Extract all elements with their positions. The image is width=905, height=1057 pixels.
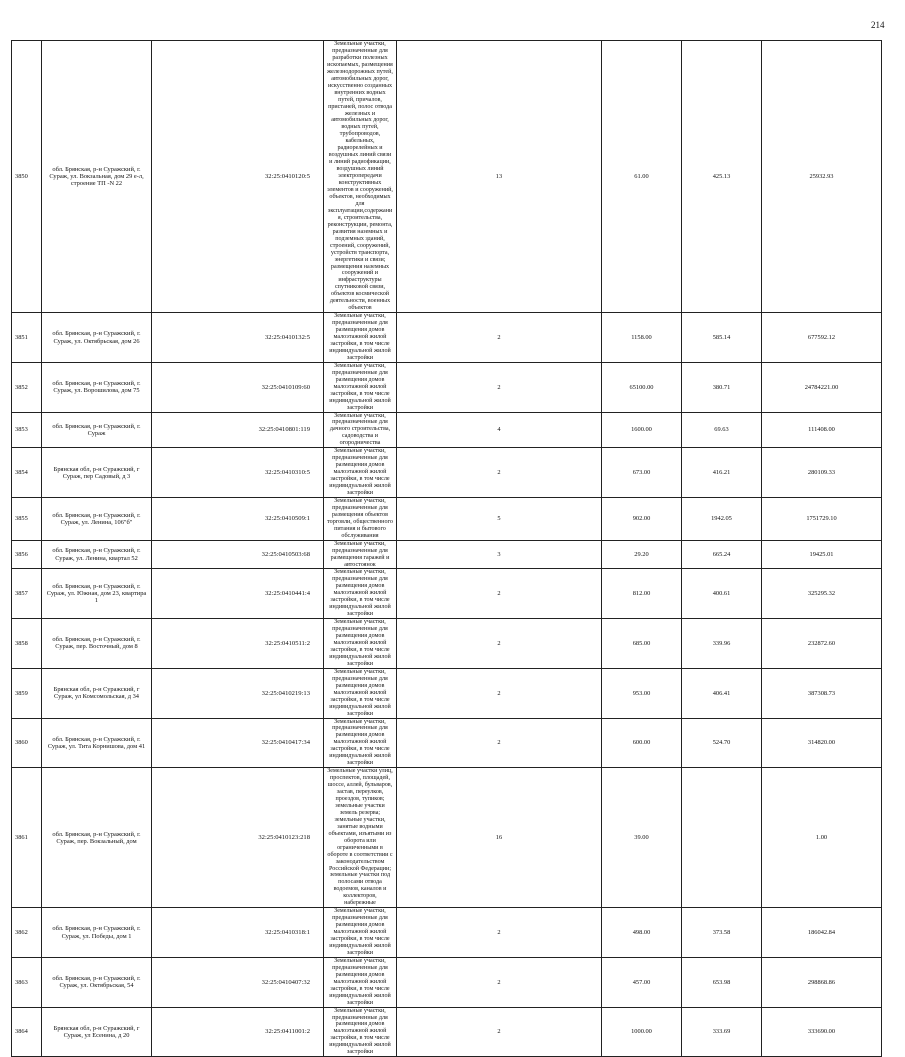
specific-value-cell: 406.41	[682, 668, 762, 718]
cadastral-value-cell: 1.00	[762, 768, 882, 908]
area-cell: 1600.00	[602, 412, 682, 448]
land-use-cell: Земельные участки, предназначенные для размещения домов малоэтажной жилой застройки, в том числе индивидуальной жилой застройки	[324, 362, 397, 412]
specific-value-cell: 373.58	[682, 908, 762, 958]
specific-value-cell: 380.71	[682, 362, 762, 412]
specific-value-cell: 425.13	[682, 41, 762, 313]
land-use-cell: Земельные участки, предназначенные для размещения гаражей и автостоянок	[324, 540, 397, 569]
table-row	[12, 1007, 882, 1057]
cadastral-value-cell: 232872.60	[762, 619, 882, 669]
area-cell: 1000.00	[602, 1007, 682, 1057]
page-number: 214	[871, 20, 885, 30]
use-group-cell: 2	[397, 569, 602, 619]
use-group-cell: 2	[397, 1007, 602, 1057]
cadastral-value-cell: 333690.00	[762, 1007, 882, 1057]
address-cell: обл. Брянская, р-н Суражский, г. Сураж, пер. Вокзальный, дом	[42, 768, 152, 908]
table-row	[12, 957, 882, 1007]
use-group-cell: 5	[397, 497, 602, 540]
cadastral-value-cell: 1751729.10	[762, 497, 882, 540]
table-row	[12, 313, 882, 363]
area-cell: 685.00	[602, 619, 682, 669]
cadastral-value-cell: 314820.00	[762, 718, 882, 768]
area-cell: 498.00	[602, 908, 682, 958]
cadastral-number-cell: 32:25:0410511:2	[152, 619, 324, 669]
row-number: 3864	[12, 1007, 42, 1057]
specific-value-cell: 1942.05	[682, 497, 762, 540]
cadastral-number-cell: 32:25:0410310:5	[152, 448, 324, 498]
address-cell: обл. Брянская, р-н Суражский, г. Сураж, ул. Вокзальная, дом 29 е-л, строение ТП -N 22	[42, 41, 152, 313]
cadastral-value-cell: 111408.00	[762, 412, 882, 448]
use-group-cell: 4	[397, 412, 602, 448]
table-row	[12, 412, 882, 448]
specific-value-cell: 416.21	[682, 448, 762, 498]
area-cell: 812.00	[602, 569, 682, 619]
area-cell: 29.20	[602, 540, 682, 569]
cadastral-number-cell: 32:25:0410132:5	[152, 313, 324, 363]
row-number: 3863	[12, 957, 42, 1007]
cadastral-number-cell: 32:25:0410318:1	[152, 908, 324, 958]
table-row	[12, 448, 882, 498]
row-number: 3856	[12, 540, 42, 569]
table-row	[12, 908, 882, 958]
use-group-cell: 2	[397, 448, 602, 498]
cadastral-value-cell: 186042.84	[762, 908, 882, 958]
area-cell: 1158.00	[602, 313, 682, 363]
area-cell: 457.00	[602, 957, 682, 1007]
row-number: 3850	[12, 41, 42, 313]
table-row	[12, 362, 882, 412]
address-cell: обл. Брянская, р-н Суражский, г. Сураж, ул. Тита Корнишова, дом 41	[42, 718, 152, 768]
area-cell: 902.00	[602, 497, 682, 540]
land-use-cell: Земельные участки, предназначенные для размещения домов малоэтажной жилой застройки, в том числе индивидуальной жилой застройки	[324, 957, 397, 1007]
cadastral-value-cell: 677592.12	[762, 313, 882, 363]
cadastral-value-cell: 24784221.00	[762, 362, 882, 412]
land-use-cell: Земельные участки, предназначенные для размещения домов малоэтажной жилой застройки, в том числе индивидуальной жилой застройки	[324, 908, 397, 958]
cadastral-value-cell: 325295.32	[762, 569, 882, 619]
address-cell: Брянская обл, р-н Суражский, г Сураж, ул Есенина, д 20	[42, 1007, 152, 1057]
address-cell: обл. Брянская, р-н Суражский, г. Сураж, ул. Победы, дом 1	[42, 908, 152, 958]
use-group-cell: 16	[397, 768, 602, 908]
cadastral-number-cell: 32:25:0410509:1	[152, 497, 324, 540]
row-number: 3855	[12, 497, 42, 540]
area-cell: 673.00	[602, 448, 682, 498]
row-number: 3860	[12, 718, 42, 768]
land-use-cell: Земельные участки улиц, проспектов, площадей, шоссе, аллей, бульваров, застав, переулков, проездов, тупиков; земельные участки земель резерва; земельные участки, занятые водными объектами, изъятыми из оборота или ограниченными в обороте в соответствии с законодательством Российской Федерации; земельные участки под полосами отвода водоемов, каналов и коллекторов, набережные	[324, 768, 397, 908]
use-group-cell: 2	[397, 313, 602, 363]
cadastral-number-cell: 32:25:0410441:4	[152, 569, 324, 619]
address-cell: Брянская обл, р-н Суражский, г Сураж, пер Садовый, д 3	[42, 448, 152, 498]
cadastral-number-cell: 32:25:0410109:60	[152, 362, 324, 412]
area-cell: 953.00	[602, 668, 682, 718]
cadastral-number-cell: 32:25:0410120:5	[152, 41, 324, 313]
use-group-cell: 2	[397, 957, 602, 1007]
row-number: 3851	[12, 313, 42, 363]
cadastral-value-cell: 25932.93	[762, 41, 882, 313]
cadastral-number-cell: 32:25:0410407:32	[152, 957, 324, 1007]
land-use-cell: Земельные участки, предназначенные для размещения домов малоэтажной жилой застройки, в том числе индивидуальной жилой застройки	[324, 619, 397, 669]
row-number: 3861	[12, 768, 42, 908]
land-use-cell: Земельные участки, предназначенные для размещения домов малоэтажной жилой застройки, в том числе индивидуальной жилой застройки	[324, 1007, 397, 1057]
address-cell: обл. Брянская, р-н Суражский, г. Сураж	[42, 412, 152, 448]
specific-value-cell: 69.63	[682, 412, 762, 448]
land-use-cell: Земельные участки, предназначенные для размещения домов малоэтажной жилой застройки, в том числе индивидуальной жилой застройки	[324, 569, 397, 619]
cadastral-value-cell: 387308.73	[762, 668, 882, 718]
table-row	[12, 619, 882, 669]
address-cell: обл. Брянская, р-н Суражский, г. Сураж, ул. Ленина, квартал 52	[42, 540, 152, 569]
use-group-cell: 3	[397, 540, 602, 569]
specific-value-cell: 653.98	[682, 957, 762, 1007]
row-number: 3859	[12, 668, 42, 718]
row-number: 3857	[12, 569, 42, 619]
cadastral-value-cell: 298868.86	[762, 957, 882, 1007]
land-use-cell: Земельные участки, предназначенные для разработки полезных ископаемых, размещения железнодорожных путей, автомобильных дорог, искусственно созданных внутренних водных путей, причалов, пристаней, полос отвода железных и автомобильных дорог, водных путей, трубопроводов, кабельных, радиорелейных и воздушных линий связи и линий радиофикации, воздушных линий электропередачи конструктивных элементов и сооружений, объектов, необходимых для эксплуатации,содержания, строительства, реконструкции, ремонта, развития наземных и подземных зданий, строений, сооружений, устройств транспорта, энергетики и связи; размещения наземных сооружений и инфраструктуры спутниковой связи, объектов космической деятельности, военных объектов	[324, 41, 397, 313]
table-row	[12, 768, 882, 908]
cadastral-number-cell: 32:25:0410801:119	[152, 412, 324, 448]
use-group-cell: 13	[397, 41, 602, 313]
address-cell: обл. Брянская, р-н Суражский, г. Сураж, ул. Ленина, 106"б"	[42, 497, 152, 540]
cadastral-number-cell: 32:25:0410503:68	[152, 540, 324, 569]
specific-value-cell: 339.96	[682, 619, 762, 669]
address-cell: обл. Брянская, р-н Суражский, г. Сураж, ул. Октябрьская, дом 26	[42, 313, 152, 363]
address-cell: обл. Брянская, р-н Суражский, г. Сураж, ул. Южная, дом 23, квартира 1	[42, 569, 152, 619]
use-group-cell: 2	[397, 908, 602, 958]
row-number: 3852	[12, 362, 42, 412]
cadastral-number-cell: 32:25:0410123:218	[152, 768, 324, 908]
cadastral-number-cell: 32:25:0410219:13	[152, 668, 324, 718]
specific-value-cell: 333.69	[682, 1007, 762, 1057]
area-cell: 600.00	[602, 718, 682, 768]
specific-value-cell: 585.14	[682, 313, 762, 363]
specific-value-cell: 400.61	[682, 569, 762, 619]
address-cell: обл. Брянская, р-н Суражский, г. Сураж, ул. Октябрьская, 54	[42, 957, 152, 1007]
table-row	[12, 668, 882, 718]
row-number: 3858	[12, 619, 42, 669]
specific-value-cell: 665.24	[682, 540, 762, 569]
table-row	[12, 41, 882, 313]
cadastral-number-cell: 32:25:0411001:2	[152, 1007, 324, 1057]
land-use-cell: Земельные участки, предназначенные для дачного строительства, садоводства и огородничества	[324, 412, 397, 448]
land-use-cell: Земельные участки, предназначенные для размещения домов малоэтажной жилой застройки, в том числе индивидуальной жилой застройки	[324, 668, 397, 718]
table-row	[12, 718, 882, 768]
land-use-cell: Земельные участки, предназначенные для размещения домов малоэтажной жилой застройки, в том числе индивидуальной жилой застройки	[324, 448, 397, 498]
land-use-cell: Земельные участки, предназначенные для размещения объектов торговли, общественного питания и бытового обслуживания	[324, 497, 397, 540]
row-number: 3854	[12, 448, 42, 498]
cadastral-value-cell: 280109.33	[762, 448, 882, 498]
address-cell: обл. Брянская, р-н Суражский, г. Сураж, ул. Ворошилова, дом 75	[42, 362, 152, 412]
address-cell: обл. Брянская, р-н Суражский, г. Сураж, пер. Восточный, дом 8	[42, 619, 152, 669]
use-group-cell: 2	[397, 668, 602, 718]
table-row	[12, 540, 882, 569]
area-cell: 39.00	[602, 768, 682, 908]
cadastral-value-cell: 19425.01	[762, 540, 882, 569]
area-cell: 61.00	[602, 41, 682, 313]
registry-body	[12, 41, 882, 1057]
use-group-cell: 2	[397, 718, 602, 768]
specific-value-cell: 524.70	[682, 718, 762, 768]
address-cell: Брянская обл, р-н Суражский, г Сураж, ул Комсомольская, д 34	[42, 668, 152, 718]
table-row	[12, 569, 882, 619]
table-row	[12, 497, 882, 540]
land-use-cell: Земельные участки, предназначенные для размещения домов малоэтажной жилой застройки, в том числе индивидуальной жилой застройки	[324, 718, 397, 768]
area-cell: 65100.00	[602, 362, 682, 412]
cadastral-number-cell: 32:25:0410417:34	[152, 718, 324, 768]
specific-value-cell	[682, 768, 762, 908]
use-group-cell: 2	[397, 619, 602, 669]
use-group-cell: 2	[397, 362, 602, 412]
row-number: 3853	[12, 412, 42, 448]
row-number: 3862	[12, 908, 42, 958]
land-use-cell: Земельные участки, предназначенные для размещения домов малоэтажной жилой застройки, в том числе индивидуальной жилой застройки	[324, 313, 397, 363]
cadastral-registry-table	[11, 40, 882, 1057]
